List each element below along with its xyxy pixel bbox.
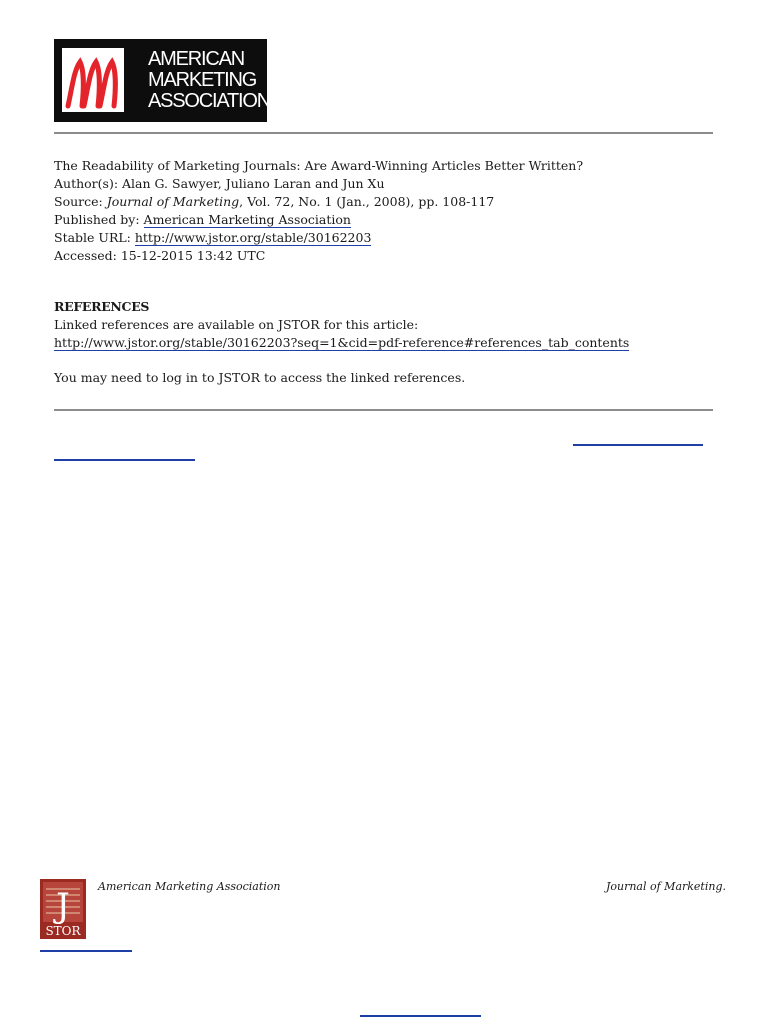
jstor-logo-icon <box>40 879 86 939</box>
references-block <box>54 298 629 352</box>
authors-value: Alan G. Sawyer, Juliano Laran and Jun Xu <box>122 176 385 191</box>
references-intro: Linked references are available on JSTOR for this article: <box>54 317 419 332</box>
logo-line-3: ASSOCIATION <box>148 90 271 112</box>
published-label: Published by: <box>54 212 144 227</box>
references-url-line <box>54 334 629 352</box>
accessed-line: Accessed: 15-12-2015 13:42 UTC <box>54 248 266 263</box>
jstor-logo-letter: J <box>56 886 70 926</box>
publisher-logo <box>54 39 271 122</box>
stable-url-line <box>54 229 583 247</box>
bottom-link-fragment[interactable] <box>360 1015 481 1017</box>
ama-logo-icon <box>62 48 124 112</box>
source-journal: Journal of Marketing <box>106 194 240 209</box>
jstor-link-fragment[interactable] <box>40 950 132 952</box>
source-label: Source: <box>54 194 107 209</box>
references-link[interactable]: http://www.jstor.org/stable/30162203?seq=1&cid=pdf-reference#references_tab_contents <box>54 335 630 350</box>
source-line <box>54 193 583 211</box>
footer-publisher: American Marketing Association <box>98 880 281 893</box>
login-note: You may need to log in to JSTOR to access the linked references. <box>54 370 466 385</box>
logo-line-2: MARKETING <box>148 69 257 91</box>
references-heading: REFERENCES <box>54 299 150 314</box>
publisher-line <box>54 211 583 229</box>
jstor-logo-text: STOR <box>45 924 81 938</box>
citation-block <box>54 157 583 265</box>
middle-divider <box>54 409 713 411</box>
publisher-link[interactable]: American Marketing Association <box>143 212 351 227</box>
stable-url-label: Stable URL: <box>54 230 135 245</box>
terms-link-fragment-2[interactable] <box>54 459 195 461</box>
stable-url-link[interactable]: http://www.jstor.org/stable/30162203 <box>134 230 372 245</box>
footer-journal: Journal of Marketing. <box>605 880 726 893</box>
authors-line <box>54 175 583 193</box>
top-divider <box>54 132 713 134</box>
article-title: The Readability of Marketing Journals: Are Award-Winning Articles Better Written? <box>54 158 584 173</box>
source-details: , Vol. 72, No. 1 (Jan., 2008), pp. 108-117 <box>239 194 495 209</box>
logo-line-1: AMERICAN <box>148 48 244 70</box>
authors-label: Author(s): <box>54 176 123 191</box>
terms-link-fragment-1[interactable] <box>573 444 703 446</box>
publisher-logo-wordmark <box>148 49 270 112</box>
